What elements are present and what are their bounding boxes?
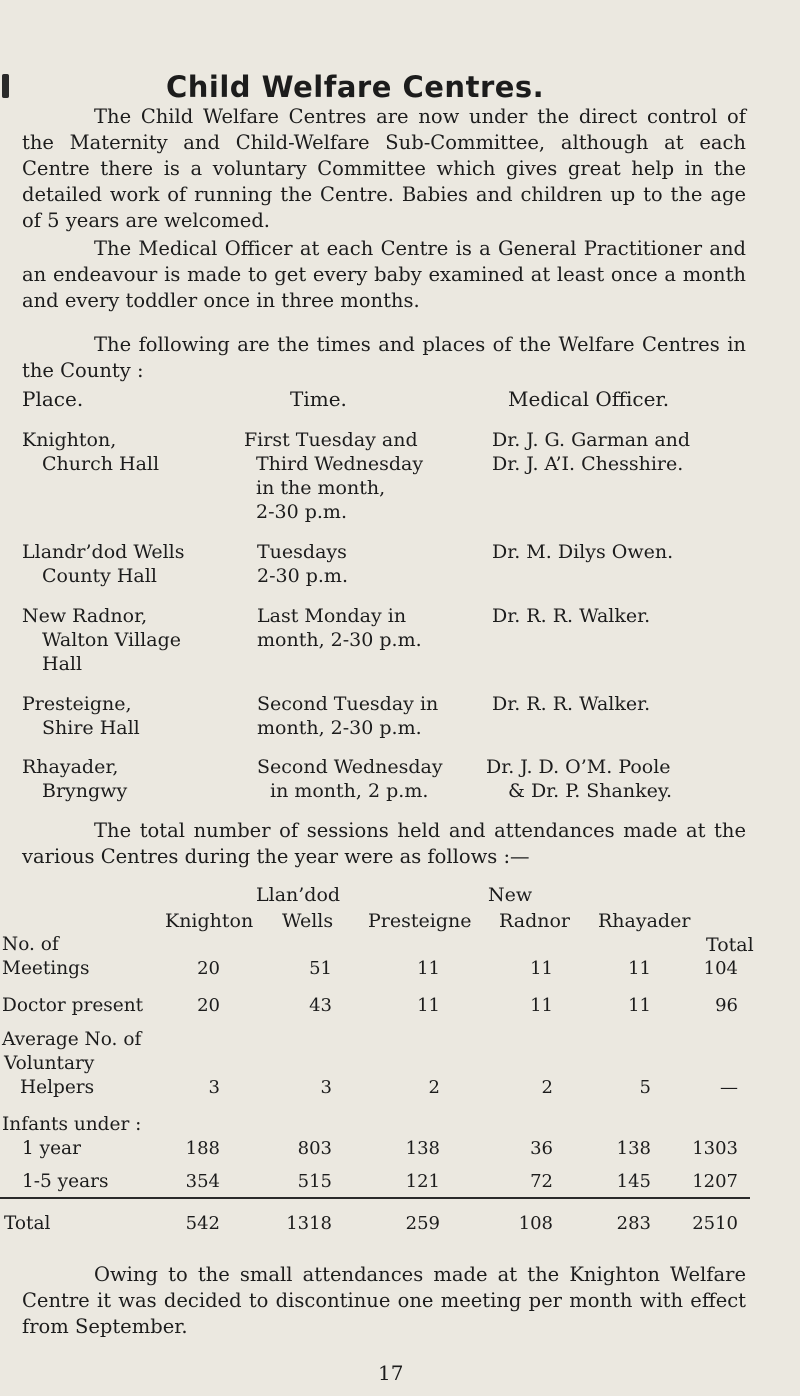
place-line: Hall: [42, 653, 83, 675]
total-label: Total: [4, 1213, 51, 1234]
total-value: 2510: [692, 1213, 738, 1234]
time-line: in the month,: [256, 477, 386, 499]
time-line: Third Wednesday: [256, 453, 424, 475]
cell-value: 1303: [692, 1138, 738, 1159]
time-line: month, 2-30 p.m.: [257, 629, 422, 651]
place-line: Walton Village: [42, 629, 181, 651]
page-title: Child Welfare Centres.: [166, 70, 545, 104]
total-value: 1318: [286, 1213, 332, 1234]
closing-paragraph: Owing to the small attendances made at the Knighton Welfare Centre it was decided to discontinue one meeting per month with effect from September.: [22, 1263, 746, 1338]
cell-value: 138: [405, 1138, 440, 1159]
col-header-presteigne: Presteigne: [368, 910, 472, 932]
schedule-intro-paragraph: The following are the times and places of the Welfare Centres in the County :: [22, 333, 746, 382]
row-label: No. of: [2, 934, 59, 955]
header-medical-officer: Medical Officer.: [508, 387, 670, 411]
row-label: 1-5 years: [22, 1171, 109, 1192]
cell-value: —: [720, 1077, 738, 1098]
cell-value: 515: [297, 1171, 332, 1192]
cell-value: 72: [530, 1171, 553, 1192]
page-number: 17: [378, 1361, 404, 1385]
time-line: Tuesdays: [257, 541, 347, 563]
row-label: Doctor present: [2, 995, 144, 1016]
cell-value: 354: [185, 1171, 220, 1192]
cell-value: 20: [197, 958, 220, 979]
cell-value: 11: [628, 995, 651, 1016]
place-line: Bryngwy: [42, 780, 128, 802]
total-value: 542: [185, 1213, 220, 1234]
sessions-intro-paragraph: The total number of sessions held and attendances made at the various Centres during the year were as follows :—: [22, 819, 746, 868]
cell-value: 11: [417, 995, 440, 1016]
place-line: New Radnor,: [22, 605, 148, 627]
time-line: Second Wednesday: [257, 756, 443, 778]
header-time: Time.: [290, 387, 347, 411]
col-header-knighton: Knighton: [165, 910, 254, 932]
cell-value: 11: [530, 958, 553, 979]
cell-value: 104: [703, 958, 738, 979]
place-line: Presteigne,: [22, 693, 132, 715]
officer-line: & Dr. P. Shankey.: [508, 780, 673, 802]
col-header-total: Total: [706, 934, 754, 956]
cell-value: 138: [616, 1138, 651, 1159]
cell-value: 51: [309, 958, 332, 979]
cell-value: 3: [208, 1077, 220, 1098]
total-value: 108: [518, 1213, 553, 1234]
row-label: Voluntary: [4, 1053, 95, 1074]
cell-value: 11: [628, 958, 651, 979]
header-place: Place.: [22, 387, 84, 411]
place-line: Llandr’dod Wells: [22, 541, 185, 563]
cell-value: 11: [417, 958, 440, 979]
time-line: 2-30 p.m.: [257, 565, 348, 587]
cell-value: 1207: [692, 1171, 738, 1192]
cell-value: 3: [320, 1077, 332, 1098]
cell-value: 121: [405, 1171, 440, 1192]
row-label: Infants under :: [2, 1114, 142, 1135]
place-line: Rhayader,: [22, 756, 119, 778]
cell-value: 803: [297, 1138, 332, 1159]
officer-line: Dr. M. Dilys Owen.: [492, 541, 674, 563]
officer-line: Dr. J. D. O’M. Poole: [486, 756, 671, 778]
time-line: 2-30 p.m.: [256, 501, 347, 523]
col-header-radnor: Radnor: [499, 910, 570, 932]
time-line: in month, 2 p.m.: [270, 780, 429, 802]
officer-line: Dr. J. A’I. Chesshire.: [492, 453, 684, 475]
place-line: Shire Hall: [42, 717, 140, 739]
cell-value: 145: [616, 1171, 651, 1192]
cell-value: 20: [197, 995, 220, 1016]
row-label: Average No. of: [2, 1029, 142, 1050]
cell-value: 5: [639, 1077, 651, 1098]
medical-officer-paragraph: The Medical Officer at each Centre is a General Practitioner and an endeavour is made to get every baby examined at least once a month and every toddler once in three months.: [22, 237, 746, 312]
cell-value: 11: [530, 995, 553, 1016]
cell-value: 2: [541, 1077, 553, 1098]
cell-value: 2: [428, 1077, 440, 1098]
place-line: Church Hall: [42, 453, 160, 475]
margin-mark: [2, 74, 9, 98]
time-line: month, 2-30 p.m.: [257, 717, 422, 739]
cell-value: 188: [185, 1138, 220, 1159]
place-line: County Hall: [42, 565, 157, 587]
total-value: 259: [405, 1213, 440, 1234]
place-line: Knighton,: [22, 429, 117, 451]
col-header-wells: Wells: [282, 910, 334, 932]
total-value: 283: [616, 1213, 651, 1234]
col-header-top-llandod: Llan’dod: [256, 884, 341, 906]
time-line: First Tuesday and: [244, 429, 418, 451]
total-divider: [0, 1197, 750, 1199]
time-line: Second Tuesday in: [257, 693, 439, 715]
time-line: Last Monday in: [257, 605, 407, 627]
cell-value: 36: [530, 1138, 553, 1159]
officer-line: Dr. R. R. Walker.: [492, 693, 651, 715]
cell-value: 96: [715, 995, 738, 1016]
intro-paragraph: The Child Welfare Centres are now under the direct control of the Maternity and Child-Welfare Sub-Committee, although at each Centre there is a voluntary Committee which gives great help in the detailed work of running the Centre. Babies and children up to the age of 5 years are welcomed.: [22, 105, 746, 232]
col-header-rhayader: Rhayader: [598, 910, 691, 932]
officer-line: Dr. J. G. Garman and: [492, 429, 691, 451]
cell-value: 43: [309, 995, 332, 1016]
col-header-top-new: New: [488, 884, 533, 906]
officer-line: Dr. R. R. Walker.: [492, 605, 651, 627]
row-label: Meetings: [2, 958, 90, 979]
row-label: 1 year: [22, 1138, 81, 1159]
row-label: Helpers: [20, 1077, 95, 1098]
